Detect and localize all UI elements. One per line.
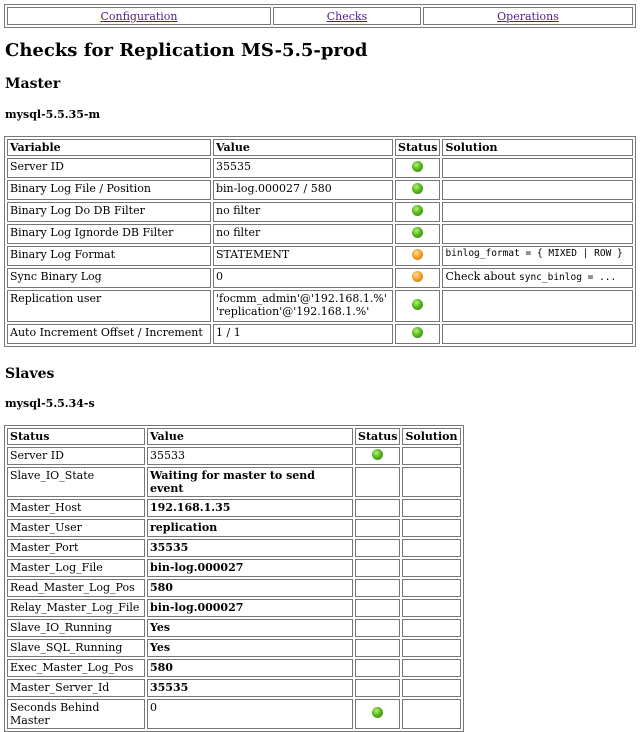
- solution-cell: [402, 499, 460, 517]
- value-cell: 580: [147, 659, 353, 677]
- variable-cell: Server ID: [7, 447, 145, 465]
- value-cell: 0: [147, 699, 353, 729]
- solution-cell: [442, 290, 633, 322]
- variable-cell: Slave_SQL_Running: [7, 639, 145, 657]
- table-row: [7, 699, 461, 729]
- value-line: 'focmm_admin'@'192.168.1.%': [216, 292, 387, 305]
- value-cell: 35535: [147, 539, 353, 557]
- value-cell: bin-log.000027 / 580: [213, 180, 393, 200]
- status-cell: [355, 619, 400, 637]
- table-row: [7, 579, 461, 597]
- master-host-label: mysql-5.5.35-m: [5, 108, 101, 121]
- table-row: [7, 224, 633, 244]
- value-cell: Yes: [147, 639, 353, 657]
- status-ok-icon: [372, 707, 383, 718]
- value-cell: STATEMENT: [213, 246, 393, 266]
- table-row: [7, 679, 461, 697]
- status-cell: [355, 467, 400, 497]
- variable-cell: Read_Master_Log_Pos: [7, 579, 145, 597]
- value-cell: 35535: [213, 158, 393, 178]
- value-cell: no filter: [213, 202, 393, 222]
- table-row: [7, 499, 461, 517]
- table-row: [7, 539, 461, 557]
- variable-cell: Sync Binary Log: [7, 268, 211, 288]
- variable-cell: Replication user: [7, 290, 211, 322]
- value-cell: 0: [213, 268, 393, 288]
- variable-cell: Exec_Master_Log_Pos: [7, 659, 145, 677]
- table-row: [7, 246, 633, 266]
- value-cell: [213, 290, 393, 322]
- table-row: [7, 324, 633, 344]
- value-cell: replication: [147, 519, 353, 537]
- solution-cell: binlog_format = { MIXED | ROW }: [442, 246, 633, 266]
- solution-cell: [402, 619, 460, 637]
- status-cell: [395, 180, 440, 200]
- table-row: [7, 290, 633, 322]
- table-row: [7, 639, 461, 657]
- value-cell: bin-log.000027: [147, 599, 353, 617]
- status-cell: [355, 447, 400, 465]
- table-row: [7, 559, 461, 577]
- status-ok-icon: [412, 327, 423, 338]
- solution-cell: [402, 699, 460, 729]
- nav-link-checks[interactable]: Checks: [326, 9, 368, 23]
- table-row: [7, 467, 461, 497]
- solution-cell: [402, 539, 460, 557]
- status-warning-icon: [412, 271, 423, 282]
- value-cell: 35533: [147, 447, 353, 465]
- column-header-status: Status: [395, 139, 440, 156]
- status-ok-icon: [372, 449, 383, 460]
- status-cell: [395, 246, 440, 266]
- status-cell: [355, 659, 400, 677]
- variable-cell: Binary Log Do DB Filter: [7, 202, 211, 222]
- table-row: [7, 619, 461, 637]
- status-cell: [395, 224, 440, 244]
- status-cell: [355, 599, 400, 617]
- value-cell: Waiting for master to send event: [147, 467, 353, 497]
- column-header-solution: Solution: [402, 428, 460, 445]
- page-title: Checks for Replication MS-5.5-prod: [5, 40, 368, 61]
- column-header-value: Value: [147, 428, 353, 445]
- status-cell: [395, 202, 440, 222]
- solution-cell: [402, 599, 460, 617]
- solution-cell: [402, 579, 460, 597]
- variable-cell: Master_Server_Id: [7, 679, 145, 697]
- value-cell: 580: [147, 579, 353, 597]
- table-row: [7, 599, 461, 617]
- status-cell: [355, 539, 400, 557]
- status-warning-icon: [412, 249, 423, 260]
- slaves-heading: Slaves: [5, 366, 55, 382]
- variable-cell: Master_Host: [7, 499, 145, 517]
- column-header-value: Value: [213, 139, 393, 156]
- value-cell: no filter: [213, 224, 393, 244]
- variable-cell: Binary Log File / Position: [7, 180, 211, 200]
- nav-cell-checks: [273, 7, 421, 25]
- status-ok-icon: [412, 227, 423, 238]
- nav-link-operations[interactable]: Operations: [497, 9, 559, 23]
- variable-cell: Master_Port: [7, 539, 145, 557]
- variable-cell: Server ID: [7, 158, 211, 178]
- solution-cell: [442, 158, 633, 178]
- status-cell: [355, 499, 400, 517]
- solution-cell: [402, 519, 460, 537]
- solution-cell: [402, 679, 460, 697]
- status-cell: [355, 579, 400, 597]
- master-heading: Master: [5, 76, 61, 92]
- value-cell: 35535: [147, 679, 353, 697]
- variable-cell: Master_Log_File: [7, 559, 145, 577]
- solution-cell: [402, 559, 460, 577]
- solution-cell: [402, 659, 460, 677]
- nav-link-configuration[interactable]: Configuration: [100, 9, 178, 23]
- slave-header-row: [7, 428, 461, 445]
- solution-cell: [402, 467, 460, 497]
- solution-cell: [402, 639, 460, 657]
- variable-cell: Seconds Behind Master: [7, 699, 145, 729]
- status-cell: [395, 324, 440, 344]
- value-cell: 192.168.1.35: [147, 499, 353, 517]
- master-checks-table: [4, 136, 636, 347]
- status-cell: [355, 699, 400, 729]
- variable-cell: Slave_IO_State: [7, 467, 145, 497]
- value-cell: Yes: [147, 619, 353, 637]
- column-header-status: Status: [355, 428, 400, 445]
- value-line: 'replication'@'192.168.1.%': [216, 305, 370, 318]
- table-row: [7, 659, 461, 677]
- value-cell: 1 / 1: [213, 324, 393, 344]
- table-row: [7, 180, 633, 200]
- solution-cell: [442, 324, 633, 344]
- master-header-row: [7, 139, 633, 156]
- status-cell: [395, 158, 440, 178]
- table-row: [7, 519, 461, 537]
- solution-code: sync_binlog = ...: [519, 272, 617, 283]
- status-ok-icon: [412, 299, 423, 310]
- status-cell: [355, 679, 400, 697]
- slave-host-label: mysql-5.5.34-s: [5, 397, 95, 410]
- status-cell: [355, 519, 400, 537]
- top-navigation: [4, 4, 636, 28]
- column-header-status: Status: [7, 428, 145, 445]
- variable-cell: Binary Log Format: [7, 246, 211, 266]
- nav-cell-operations: [423, 7, 633, 25]
- solution-cell: [442, 180, 633, 200]
- column-header-variable: Variable: [7, 139, 211, 156]
- solution-cell: [442, 268, 633, 288]
- table-row: [7, 202, 633, 222]
- status-cell: [355, 639, 400, 657]
- column-header-solution: Solution: [442, 139, 633, 156]
- solution-text: Check about: [445, 270, 519, 283]
- table-row: [7, 268, 633, 288]
- variable-cell: Slave_IO_Running: [7, 619, 145, 637]
- table-row: [7, 447, 461, 465]
- status-cell: [395, 290, 440, 322]
- solution-cell: [442, 224, 633, 244]
- variable-cell: Master_User: [7, 519, 145, 537]
- status-ok-icon: [412, 205, 423, 216]
- status-ok-icon: [412, 161, 423, 172]
- solution-cell: [442, 202, 633, 222]
- solution-cell: [402, 447, 460, 465]
- table-row: [7, 158, 633, 178]
- nav-cell-configuration: [7, 7, 271, 25]
- slave-status-table: [4, 425, 464, 732]
- variable-cell: Binary Log Ignorde DB Filter: [7, 224, 211, 244]
- value-cell: bin-log.000027: [147, 559, 353, 577]
- variable-cell: Auto Increment Offset / Increment: [7, 324, 211, 344]
- status-cell: [355, 559, 400, 577]
- status-ok-icon: [412, 183, 423, 194]
- variable-cell: Relay_Master_Log_File: [7, 599, 145, 617]
- status-cell: [395, 268, 440, 288]
